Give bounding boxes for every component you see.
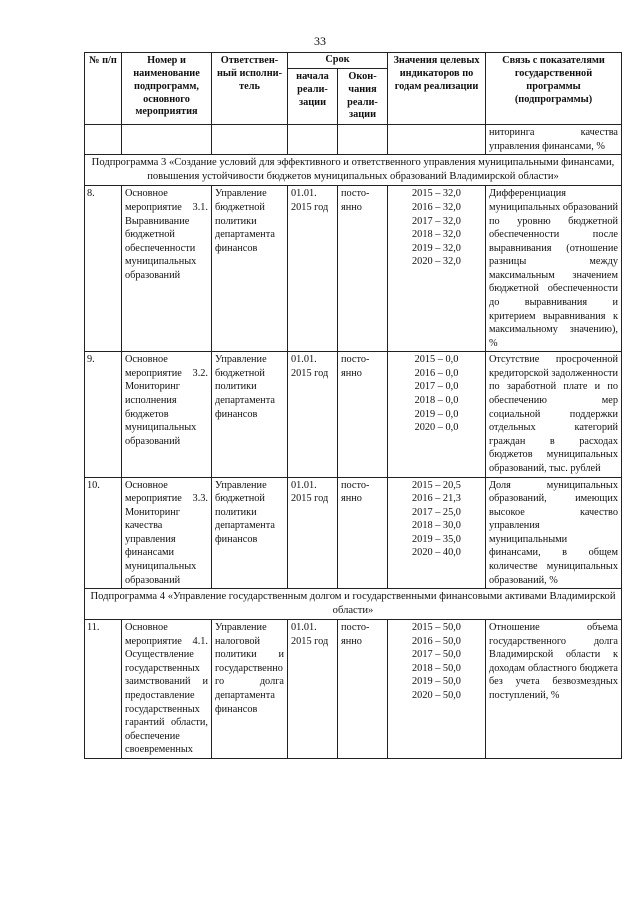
row-responsible: Управление бюджетной политики департамента финансов bbox=[212, 477, 288, 589]
indicator-value: 2017 – 25,0 bbox=[412, 506, 461, 518]
row-name: Основное мероприятие 3.2. Мониторинг исполнения бюджетов муниципальных образований bbox=[122, 352, 212, 477]
row-link: Доля муниципальных образований, имеющих высокое качество управления муниципальными финансами, в общем количестве муниципальных образований, % bbox=[486, 477, 622, 589]
row-responsible: Управление бюджетной политики департамента финансов bbox=[212, 186, 288, 352]
subprogram-3-title: Подпрограмма 3 «Создание условий для эффективного и ответственного управления муниципальными финансами, повышения устойчивости бюджетов муниципальных образований Владимирской области» bbox=[85, 155, 622, 186]
row-name: Основное мероприятие 3.1. Выравнивание бюджетной обеспеченности муниципальных образований bbox=[122, 186, 212, 352]
subprogram-row bbox=[85, 589, 622, 620]
header-start: начала реали-зации bbox=[288, 68, 338, 124]
row-end: посто-янно bbox=[338, 477, 388, 589]
header-responsible: Ответствен-ный исполни-тель bbox=[212, 53, 288, 125]
row-name: Основное мероприятие 3.3. Мониторинг качества управления финансами муниципальных образований bbox=[122, 477, 212, 589]
header-num: № п/п bbox=[85, 53, 122, 125]
row-end: посто-янно bbox=[338, 352, 388, 477]
indicator-value: 2019 – 0,0 bbox=[414, 408, 459, 420]
indicator-value: 2020 – 50,0 bbox=[412, 689, 461, 701]
subprogram-row bbox=[85, 155, 622, 186]
header-indicators: Значения целевых индикаторов по годам реализации bbox=[388, 53, 486, 125]
row-num: 8. bbox=[85, 186, 122, 352]
row-end: посто-янно bbox=[338, 186, 388, 352]
row-link: Дифференциация муниципальных образований по уровню бюджетной обеспеченности после выравнивания (отношение разницы между максимальным значением бюджетной обеспеченности до выравнивания и критерием выравнивания к максимальному значению), % bbox=[486, 186, 622, 352]
cell-empty bbox=[388, 125, 486, 155]
row-indicators bbox=[388, 620, 486, 759]
subprogram-4-title: Подпрограмма 4 «Управление государственным долгом и государственными финансовыми активами Владимирской области» bbox=[85, 589, 622, 620]
continuation-row bbox=[85, 125, 622, 155]
row-link: Отношение объема государственного долга Владимирской области к доходам областного бюджета без учета безвозмездных поступлений, % bbox=[486, 620, 622, 759]
table-row bbox=[85, 186, 622, 352]
row-indicators bbox=[388, 186, 486, 352]
row-start: 01.01. 2015 год bbox=[288, 477, 338, 589]
header-name: Номер и наименование подпрограмм, основного мероприятия bbox=[122, 53, 212, 125]
row-start: 01.01. 2015 год bbox=[288, 352, 338, 477]
indicator-value: 2019 – 50,0 bbox=[412, 676, 461, 688]
row-name: Основное мероприятие 4.1. Осуществление государственных заимствований и предоставление государственных гарантий области, обеспечение своевременных bbox=[122, 620, 212, 759]
row-num: 11. bbox=[85, 620, 122, 759]
indicator-value: 2016 – 0,0 bbox=[414, 367, 459, 379]
indicator-value: 2019 – 32,0 bbox=[412, 242, 461, 254]
row-link: Отсутствие просроченной кредиторской задолженности по заработной плате и по обеспечению мер социальной поддержки отдельных категорий граждан в расходах бюджетов муниципальных образований, тыс. рублей bbox=[486, 352, 622, 477]
table-row bbox=[85, 620, 622, 759]
indicator-value: 2017 – 0,0 bbox=[414, 381, 459, 393]
continuation-text: ниторинга качества управления финансами, % bbox=[486, 125, 622, 155]
header-row bbox=[85, 53, 622, 69]
header-term: Срок bbox=[288, 53, 388, 69]
row-num: 9. bbox=[85, 352, 122, 477]
indicator-value: 2020 – 32,0 bbox=[412, 256, 461, 268]
table-row bbox=[85, 352, 622, 477]
table-row bbox=[85, 477, 622, 589]
row-num: 10. bbox=[85, 477, 122, 589]
indicator-value: 2015 – 50,0 bbox=[412, 622, 461, 634]
indicator-value: 2018 – 30,0 bbox=[412, 520, 461, 532]
cell-empty bbox=[338, 125, 388, 155]
cell-empty bbox=[85, 125, 122, 155]
indicator-value: 2018 – 32,0 bbox=[412, 229, 461, 241]
indicator-value: 2016 – 21,3 bbox=[412, 493, 461, 505]
program-table bbox=[84, 52, 622, 759]
indicator-value: 2015 – 32,0 bbox=[412, 188, 461, 200]
cell-empty bbox=[122, 125, 212, 155]
indicator-value: 2020 – 40,0 bbox=[412, 547, 461, 559]
indicator-value: 2016 – 32,0 bbox=[412, 201, 461, 213]
row-indicators bbox=[388, 352, 486, 477]
header-link: Связь с показателями государственной программы (подпрограммы) bbox=[486, 53, 622, 125]
indicator-value: 2015 – 0,0 bbox=[414, 354, 459, 366]
indicator-value: 2018 – 0,0 bbox=[414, 395, 459, 407]
indicator-value: 2018 – 50,0 bbox=[412, 662, 461, 674]
indicator-value: 2016 – 50,0 bbox=[412, 635, 461, 647]
row-start: 01.01. 2015 год bbox=[288, 620, 338, 759]
indicator-value: 2015 – 20,5 bbox=[412, 479, 461, 491]
indicator-value: 2017 – 50,0 bbox=[412, 649, 461, 661]
row-responsible: Управление бюджетной политики департамента финансов bbox=[212, 352, 288, 477]
row-responsible: Управление налоговой политики и государственного долга департамента финансов bbox=[212, 620, 288, 759]
cell-empty bbox=[288, 125, 338, 155]
indicator-value: 2017 – 32,0 bbox=[412, 215, 461, 227]
row-start: 01.01. 2015 год bbox=[288, 186, 338, 352]
indicator-value: 2019 – 35,0 bbox=[412, 533, 461, 545]
cell-empty bbox=[212, 125, 288, 155]
header-end: Окон-чания реали-зации bbox=[338, 68, 388, 124]
indicator-value: 2020 – 0,0 bbox=[414, 422, 459, 434]
row-indicators bbox=[388, 477, 486, 589]
row-end: посто-янно bbox=[338, 620, 388, 759]
page-number: 33 bbox=[314, 34, 326, 48]
